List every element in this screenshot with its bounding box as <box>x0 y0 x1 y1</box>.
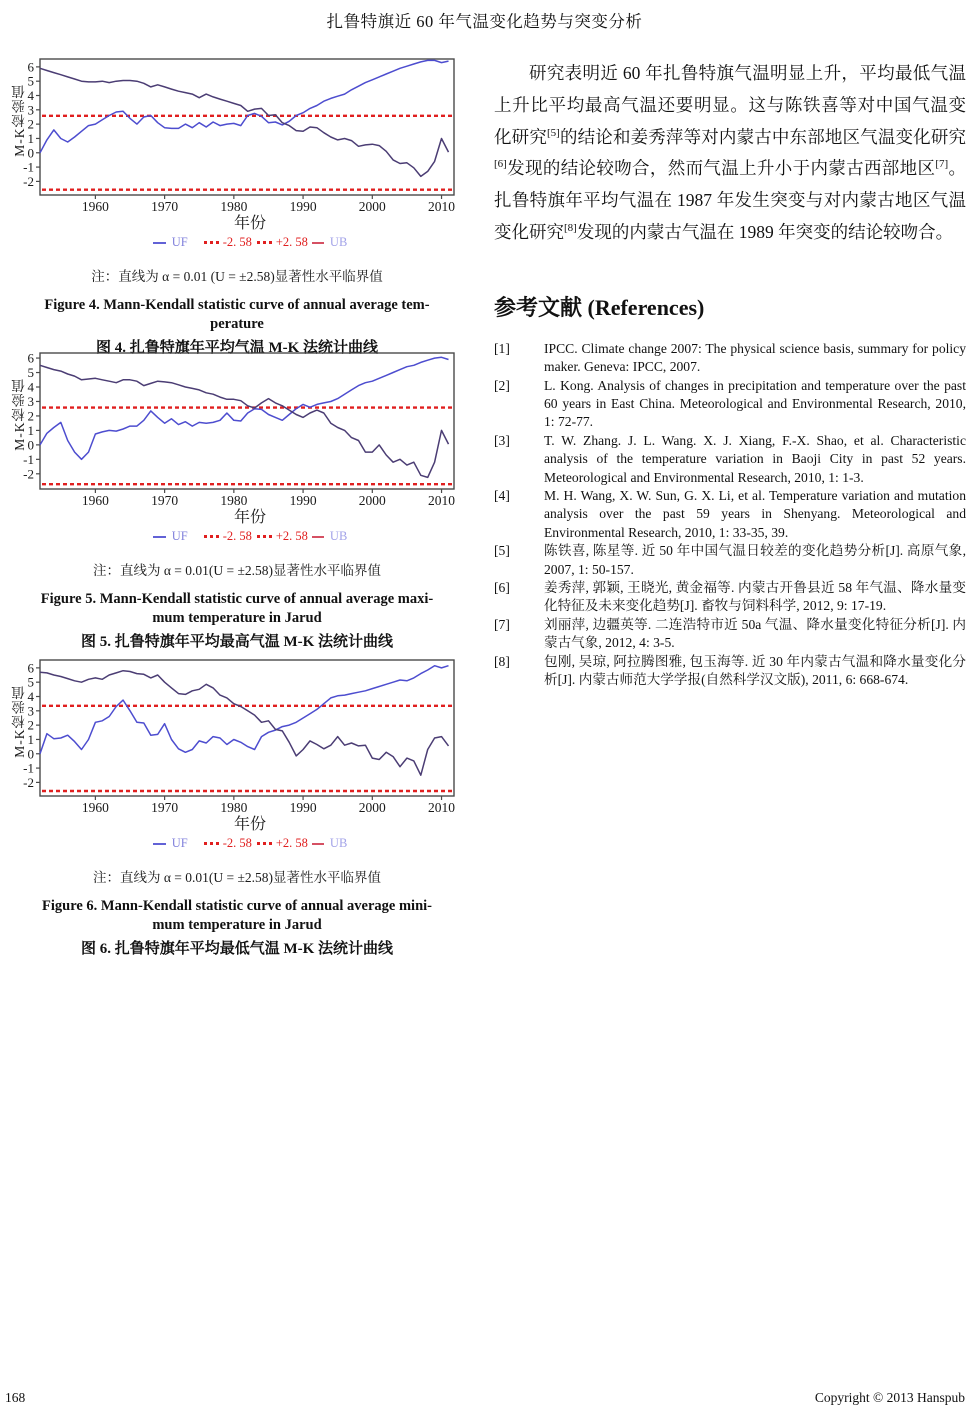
svg-text:1: 1 <box>27 422 34 438</box>
svg-text:-2: -2 <box>23 466 34 482</box>
reference-item <box>494 542 966 579</box>
reference-text: 姜秀萍, 郭颖, 王晓光, 黄金福等. 内蒙古开鲁县近 58 年气温、降水量变化特征及未来变化趋势[J]. 畜牧与饲料科学, 2012, 9: 17-19. <box>544 580 966 614</box>
svg-text:1970: 1970 <box>151 800 179 813</box>
figure5-caption-en-line2: mum temperature in Jarud <box>152 609 322 626</box>
svg-text:-1: -1 <box>23 451 34 467</box>
figure6-caption-zh: 图 6. 扎鲁特旗年平均最低气温 M-K 法统计曲线 <box>80 941 394 957</box>
paragraph-text: 发现的内蒙古气温在 1989 年突变的结论较吻合。 <box>576 221 954 242</box>
figure4-caption-zh: 图 4. 扎鲁特旗年平均气温 M-K 法统计曲线 <box>95 340 379 356</box>
x-axis-label: 年份 <box>233 509 266 526</box>
paragraph-text: 的结论和姜秀萍等对内蒙古中东部地区气温变化研究 <box>559 126 967 147</box>
svg-text:1960: 1960 <box>81 493 109 506</box>
figure5-caption-zh: 图 5. 扎鲁特旗年平均最高气温 M-K 法统计曲线 <box>80 634 394 650</box>
neg-threshold-swatch-icon <box>204 842 219 845</box>
reference-text: IPCC. Climate change 2007: The physical science basis, summary for policy maker. Geneva: IPCC, 2007. <box>544 340 966 375</box>
chart-legend <box>8 529 466 544</box>
svg-text:2010: 2010 <box>428 199 456 212</box>
legend-ub-label: UB <box>329 235 348 249</box>
svg-text:3: 3 <box>27 703 34 719</box>
x-axis-label: 年份 <box>233 215 266 232</box>
svg-text:6: 6 <box>27 350 34 366</box>
svg-text:1990: 1990 <box>289 199 317 212</box>
y-axis-label: M-K检验值 <box>12 378 27 451</box>
legend-pos-threshold-label: +2. 58 <box>275 529 308 543</box>
svg-text:2010: 2010 <box>428 493 456 506</box>
reference-item <box>494 377 966 432</box>
ub-line-swatch-icon <box>312 536 324 538</box>
svg-text:1: 1 <box>27 731 34 747</box>
figure5-chart-area <box>8 348 466 506</box>
paragraph-text: 研究表明近 60 年扎鲁特旗气温明显上升，平均最低气温上升比平均最高气温还要明显。这与陈铁喜等对中国气温变化研究 <box>494 63 966 147</box>
mk-statistic-chart-fig5 <box>8 348 460 506</box>
svg-text:6: 6 <box>27 660 34 676</box>
svg-text:1980: 1980 <box>220 493 248 506</box>
figure6-chart-area <box>8 655 466 813</box>
svg-text:-2: -2 <box>23 774 34 790</box>
reference-item <box>494 432 966 487</box>
reference-text: 包刚, 吴琼, 阿拉腾图雅, 包玉海等. 近 30 年内蒙古气温和降水量变化分析[J]. 内蒙古师范大学学报(自然科学汉文版), 2011, 6: 668-674. <box>544 653 966 688</box>
legend-neg-threshold-label: -2. 58 <box>222 235 252 249</box>
svg-text:2000: 2000 <box>358 800 386 813</box>
figure4-caption-en-line1: Figure 4. Mann-Kendall statistic curve of annual average tem- <box>44 297 430 313</box>
uf-line-swatch-icon <box>153 843 166 845</box>
svg-text:2: 2 <box>27 116 34 132</box>
legend-pos-threshold-label: +2. 58 <box>275 235 308 249</box>
svg-text:5: 5 <box>27 73 34 89</box>
svg-text:1960: 1960 <box>81 199 109 212</box>
citation-superscript: [8] <box>564 222 577 235</box>
reference-text: 刘丽萍, 边疆英等. 二连浩特市近 50a 气温、降水量变化特征分析[J]. 内蒙古气象, 2012, 4: 3-5. <box>544 616 966 651</box>
mk-statistic-chart-fig4 <box>8 54 460 212</box>
legend-uf-label: UF <box>171 529 188 543</box>
uf-line-swatch-icon <box>153 536 166 538</box>
svg-text:2: 2 <box>27 717 34 733</box>
reference-item <box>494 579 966 616</box>
text-column <box>494 58 966 690</box>
figure4-block <box>8 54 466 357</box>
svg-text:1980: 1980 <box>220 800 248 813</box>
figure5-caption-en-line1: Figure 5. Mann-Kendall statistic curve of annual average maxi- <box>40 591 434 607</box>
mk-statistic-chart-fig6 <box>8 655 460 813</box>
neg-threshold-swatch-icon <box>204 241 219 244</box>
ub-line-swatch-icon <box>312 242 324 244</box>
paragraph-text: 发现的结论较吻合，然而气温上升小于内蒙古西部地区 <box>506 158 936 179</box>
legend-ub-label: UB <box>329 836 348 850</box>
reference-text: 陈铁喜, 陈星等. 近 50 年中国气温日较差的变化趋势分析[J]. 高原气象, 2007, 1: 50-157. <box>544 543 966 577</box>
reference-text: L. Kong. Analysis of changes in precipitation and temperature over the past 60 years in East China. Meteorological and Environmental Research, 2010, 1: 72-77. <box>544 377 966 430</box>
copyright-notice: Copyright © 2013 Hanspub <box>814 1390 965 1405</box>
legend-pos-threshold-label: +2. 58 <box>275 836 308 850</box>
svg-text:0: 0 <box>27 746 34 762</box>
svg-text:3: 3 <box>27 393 34 409</box>
figure6-note: 注：直线为 α = 0.01(U = ±2.58)显著性水平临界值 <box>92 870 382 885</box>
references-heading: 参考文献 (References) <box>494 294 705 320</box>
reference-number: [3] <box>494 432 510 448</box>
reference-number: [1] <box>494 340 510 356</box>
svg-text:3: 3 <box>27 102 34 118</box>
neg-threshold-swatch-icon <box>204 535 219 538</box>
svg-text:2010: 2010 <box>428 800 456 813</box>
figure4-chart-area <box>8 54 466 212</box>
figure4-note: 注：直线为 α = 0.01 (U = ±2.58)显著性水平临界值 <box>91 269 383 284</box>
figure4-caption-en-line2: perature <box>210 315 264 332</box>
svg-text:1970: 1970 <box>151 493 179 506</box>
uf-line-swatch-icon <box>153 242 166 244</box>
chart-legend <box>8 235 466 250</box>
reference-item <box>494 487 966 542</box>
svg-text:0: 0 <box>27 437 34 453</box>
svg-text:2000: 2000 <box>358 493 386 506</box>
reference-item <box>494 340 966 377</box>
citation-superscript: [6] <box>494 158 507 171</box>
discussion-paragraph <box>494 58 966 249</box>
references-list <box>494 340 966 690</box>
figure5-caption-en <box>8 590 466 627</box>
citation-superscript: [7] <box>935 158 949 171</box>
svg-text:1960: 1960 <box>81 800 109 813</box>
legend-neg-threshold-label: -2. 58 <box>222 529 252 543</box>
legend-uf-label: UF <box>171 235 188 249</box>
svg-text:2: 2 <box>27 408 34 424</box>
pos-threshold-swatch-icon <box>257 535 272 538</box>
reference-number: [7] <box>494 616 510 632</box>
reference-number: [6] <box>494 580 510 596</box>
figure5-block <box>8 348 466 651</box>
svg-text:4: 4 <box>27 379 34 395</box>
page-number: 168 <box>5 1390 26 1405</box>
reference-text: T. W. Zhang. J. L. Wang. X. J. Xiang, F.-X. Shao, et al. Characteristic analysis of the temperature variation in Baoji City in past 52 years. Meteorological and Environmental Research, 2010, 1: 1-3. <box>544 432 966 485</box>
reference-item <box>494 616 966 653</box>
legend-uf-label: UF <box>171 836 188 850</box>
y-axis-label: M-K检验值 <box>12 84 27 157</box>
figure6-caption-en-line1: Figure 6. Mann-Kendall statistic curve of annual average mini- <box>42 898 432 914</box>
svg-text:6: 6 <box>27 59 34 75</box>
figure5-note: 注：直线为 α = 0.01(U = ±2.58)显著性水平临界值 <box>92 563 382 578</box>
svg-text:1980: 1980 <box>220 199 248 212</box>
chart-legend <box>8 836 466 851</box>
reference-text: M. H. Wang, X. W. Sun, G. X. Li, et al. Temperature variation and mutation analysis over the past 59 years in Shenyang. Meteorological and Environmental Research, 2010, 1: 33-35, 39. <box>544 488 966 540</box>
pos-threshold-swatch-icon <box>257 241 272 244</box>
citation-superscript: [5] <box>546 126 560 139</box>
figure4-caption-en <box>8 296 466 333</box>
legend-neg-threshold-label: -2. 58 <box>222 836 252 850</box>
figure6-caption-en <box>8 897 466 934</box>
figure6-block <box>8 655 466 958</box>
svg-text:1990: 1990 <box>289 800 317 813</box>
svg-text:2000: 2000 <box>358 199 386 212</box>
svg-text:4: 4 <box>27 689 34 705</box>
svg-text:4: 4 <box>27 88 34 104</box>
svg-text:1970: 1970 <box>151 199 179 212</box>
svg-text:5: 5 <box>27 365 34 381</box>
svg-text:5: 5 <box>27 674 34 690</box>
ub-line-swatch-icon <box>312 843 324 845</box>
svg-text:-1: -1 <box>23 159 34 175</box>
reference-number: [5] <box>494 543 510 559</box>
svg-text:-1: -1 <box>23 760 34 776</box>
svg-text:1: 1 <box>27 130 34 146</box>
reference-item <box>494 653 966 690</box>
svg-text:-2: -2 <box>23 173 34 189</box>
reference-number: [4] <box>494 488 510 504</box>
svg-text:1990: 1990 <box>289 493 317 506</box>
reference-number: [8] <box>494 653 510 669</box>
pos-threshold-swatch-icon <box>257 842 272 845</box>
figures-column <box>8 0 470 1414</box>
paragraph-text: 。扎鲁特旗年平均气温在 1987 年发生突变与对内蒙古地区气温变化研究 <box>494 158 967 242</box>
y-axis-label: M-K检验值 <box>12 685 27 758</box>
page-title: 扎鲁特旗近 60 年气温变化趋势与突变分析 <box>326 12 643 31</box>
x-axis-label: 年份 <box>233 816 266 833</box>
reference-number: [2] <box>494 377 510 393</box>
figure6-caption-en-line2: mum temperature in Jarud <box>152 916 322 933</box>
svg-text:0: 0 <box>27 145 34 161</box>
legend-ub-label: UB <box>329 529 348 543</box>
